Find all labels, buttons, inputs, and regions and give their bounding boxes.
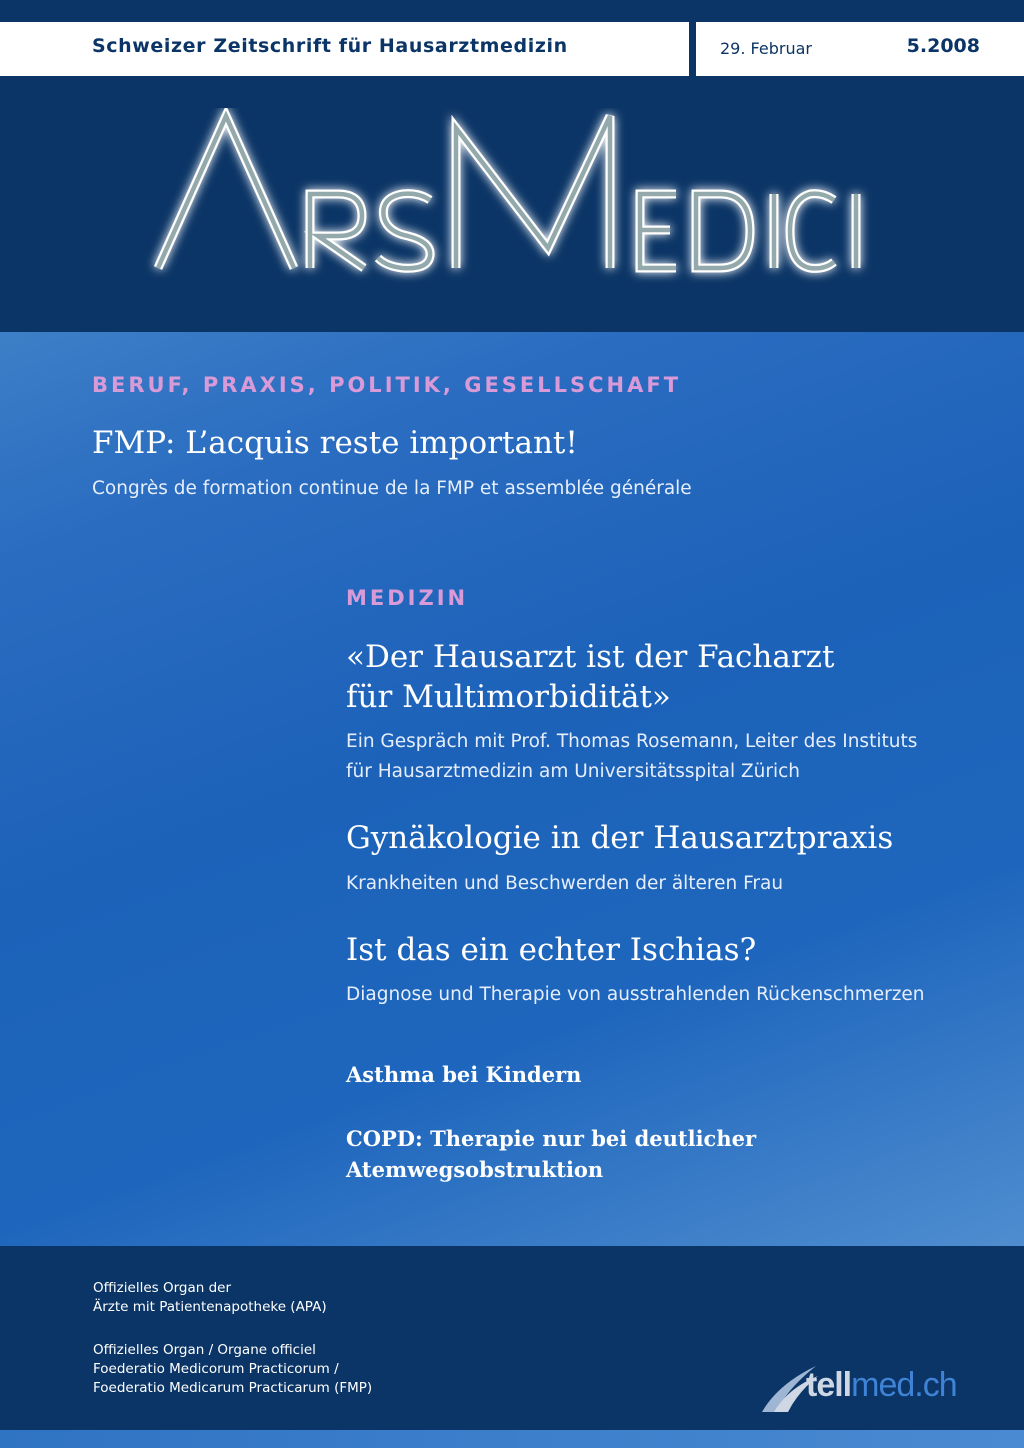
headline-ischias: Ist das ein echter Ischias? bbox=[346, 932, 757, 968]
footer-org2-line2: Foederatio Medicorum Practicorum / bbox=[93, 1361, 339, 1377]
journal-name: Schweizer Zeitschrift für Hausarztmedizin bbox=[92, 35, 568, 57]
footer-org1-line2: Ärzte mit Patientenapotheke (APA) bbox=[93, 1299, 327, 1315]
subline-hausarzt-line2: für Hausarztmedizin am Universitätsspital Zürich bbox=[346, 761, 800, 782]
tellmed-logo bbox=[758, 1360, 988, 1418]
rubric-beruf: BERUF, PRAXIS, POLITIK, GESELLSCHAFT bbox=[92, 373, 682, 397]
minor-copd-line1: COPD: Therapie nur bei deutlicher bbox=[346, 1126, 757, 1151]
headline-hausarzt-line1: «Der Hausarzt ist der Facharzt bbox=[346, 639, 835, 675]
logo-part-medch: med.ch bbox=[851, 1366, 957, 1404]
headline-fmp: FMP: L’acquis reste important! bbox=[92, 425, 578, 461]
issue-number: 5.2008 bbox=[906, 35, 980, 57]
headline-hausarzt-line2: für Multimorbidität» bbox=[346, 679, 671, 715]
header-divider bbox=[689, 22, 696, 76]
footer-org1-line1: Offizielles Organ der bbox=[93, 1280, 232, 1296]
subline-fmp: Congrès de formation continue de la FMP et assemblée générale bbox=[92, 478, 692, 499]
main-panel bbox=[0, 332, 1024, 1246]
headline-gynaekologie: Gynäkologie in der Hausarztpraxis bbox=[346, 820, 894, 856]
rubric-medizin: MEDIZIN bbox=[346, 586, 469, 610]
logo-part-tell: tell bbox=[806, 1366, 852, 1404]
tellmed-wordmark bbox=[806, 1366, 957, 1405]
minor-asthma: Asthma bei Kindern bbox=[346, 1062, 582, 1087]
subline-gynaekologie: Krankheiten und Beschwerden der älteren Frau bbox=[346, 873, 784, 894]
masthead-logo bbox=[140, 108, 880, 288]
footer-org2-line1: Offizielles Organ / Organe officiel bbox=[93, 1342, 316, 1358]
issue-date: 29. Februar bbox=[720, 39, 812, 58]
footer-org2-line3: Foederatio Medicarum Practicarum (FMP) bbox=[93, 1380, 373, 1396]
subline-ischias: Diagnose und Therapie von ausstrahlenden Rückenschmerzen bbox=[346, 984, 925, 1005]
bottom-stripe bbox=[0, 1430, 1024, 1448]
minor-copd-line2: Atemwegsobstruktion bbox=[346, 1157, 604, 1182]
subline-hausarzt-line1: Ein Gespräch mit Prof. Thomas Rosemann, Leiter des Instituts bbox=[346, 731, 918, 752]
